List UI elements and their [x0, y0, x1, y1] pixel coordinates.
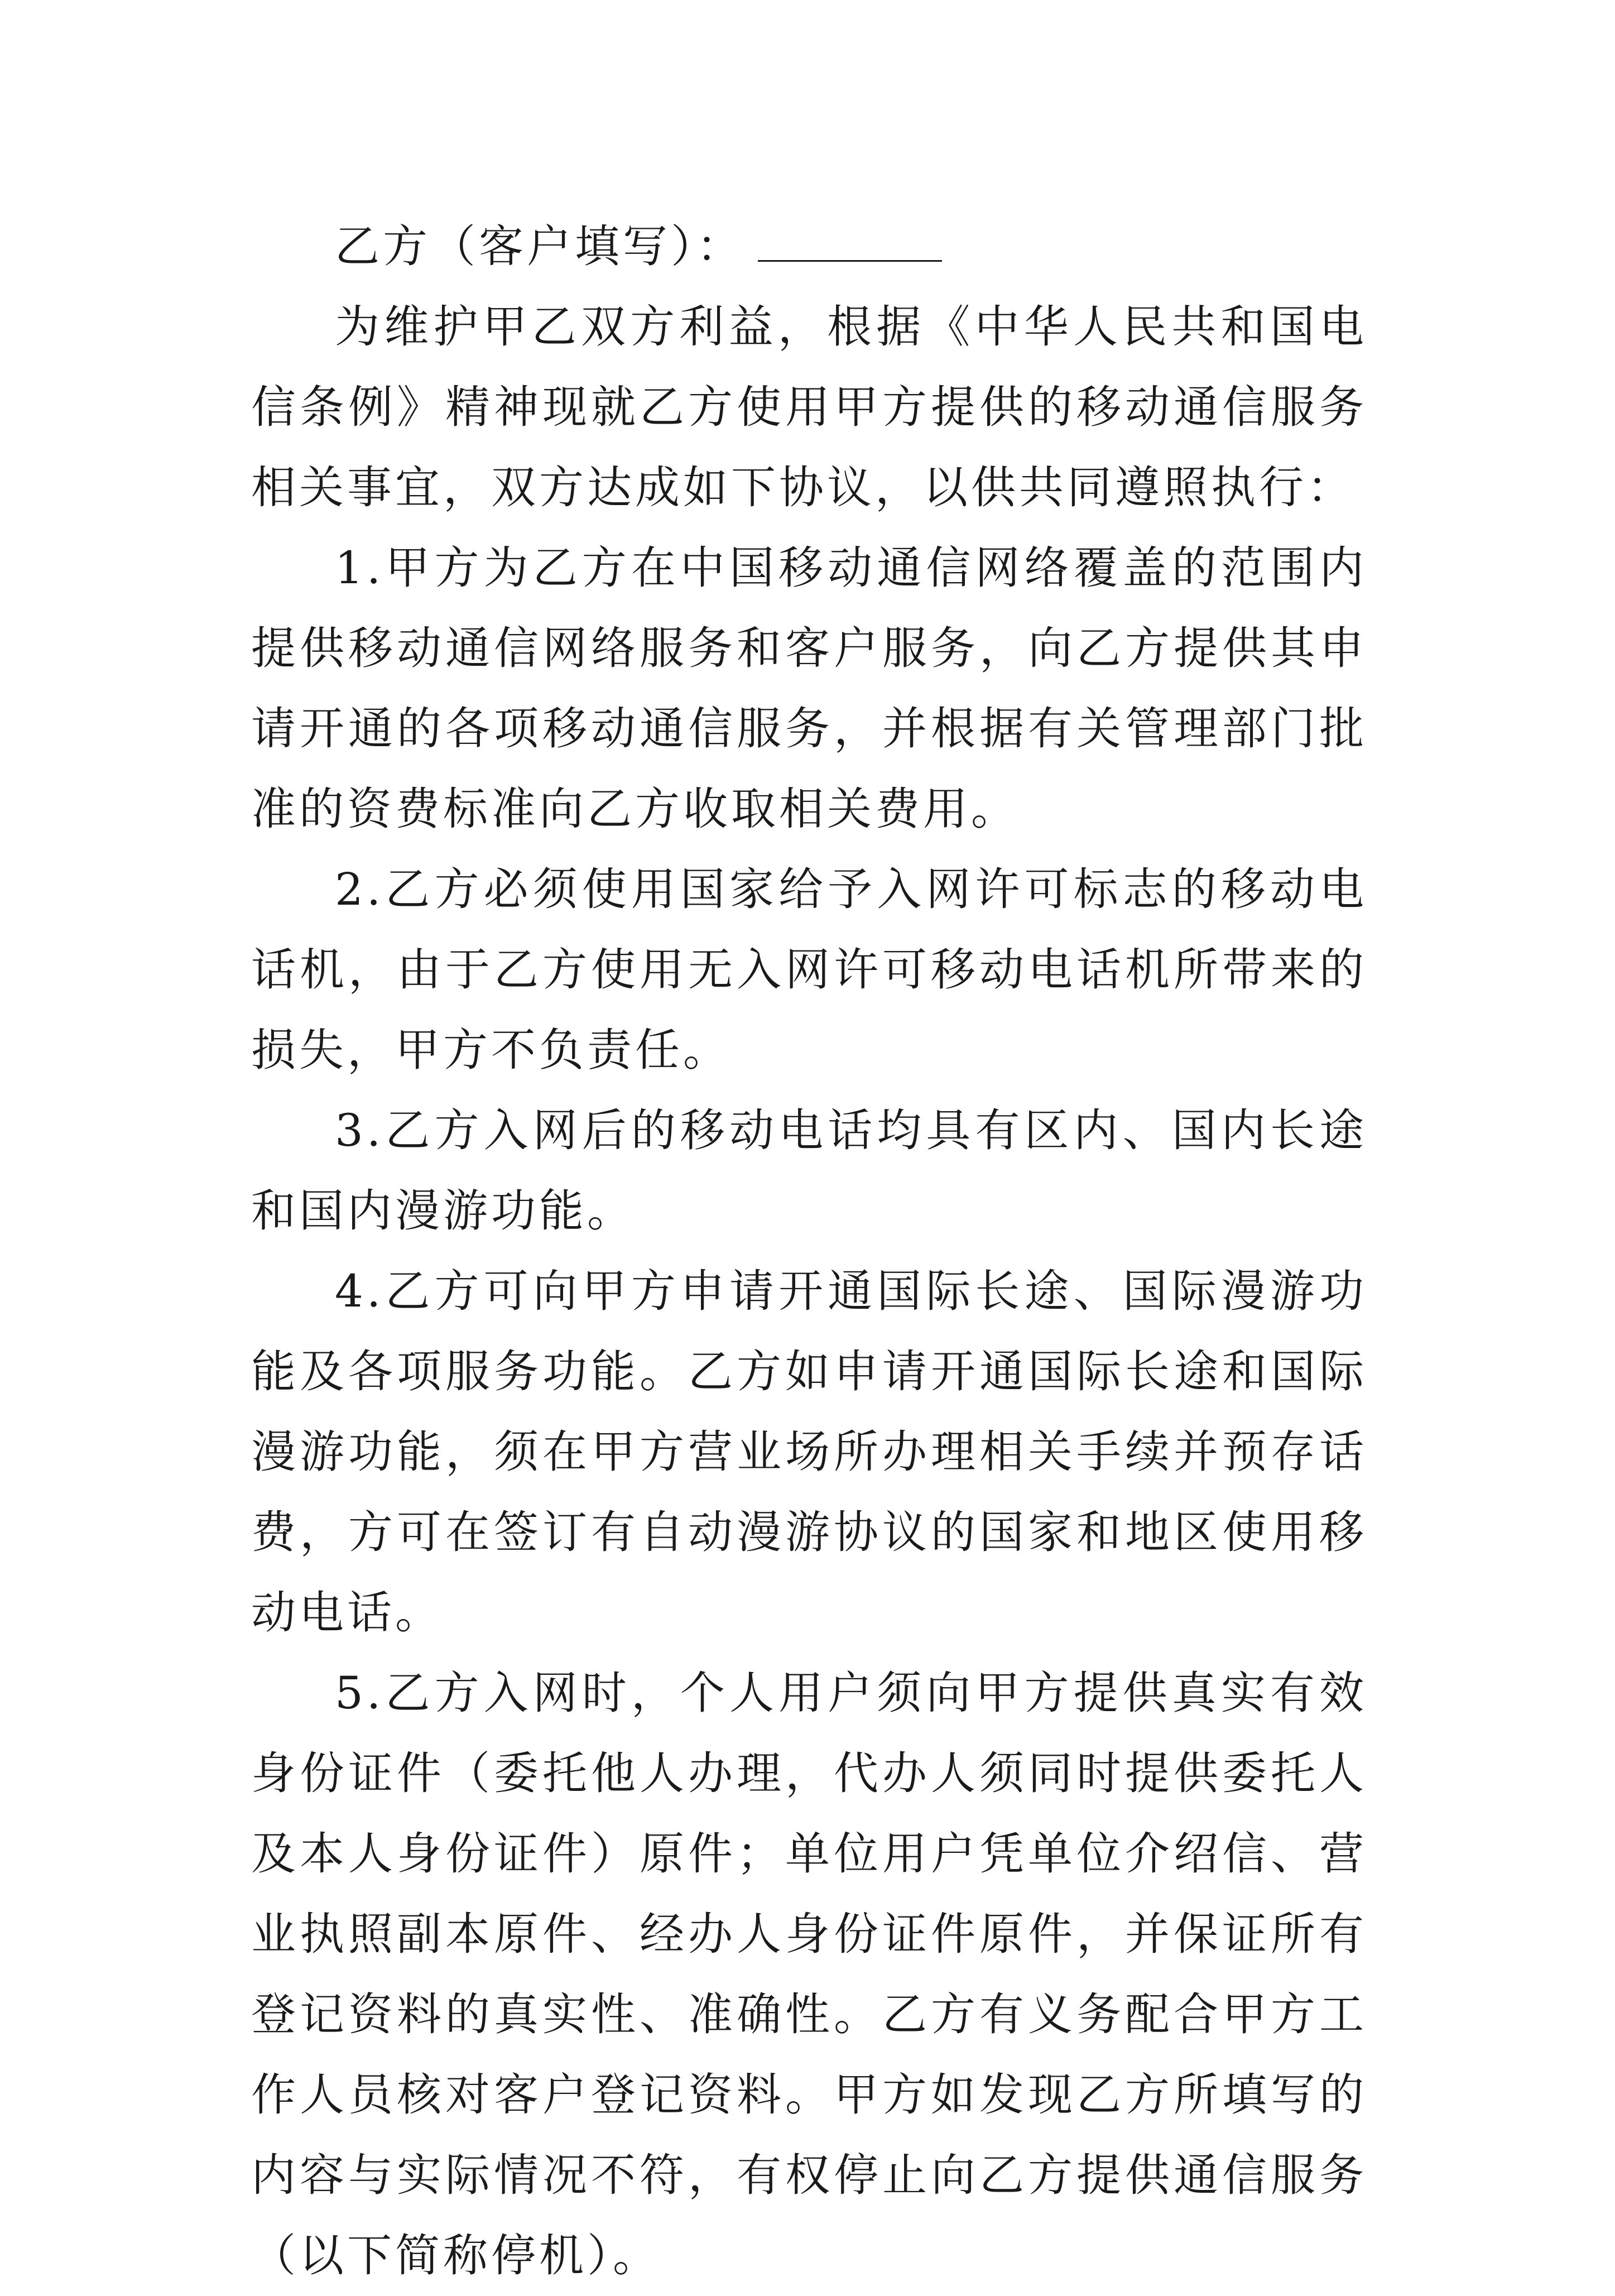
- clause-5: 5.乙方入网时，个人用户须向甲方提供真实有效身份证件（委托他人办理，代办人须同时提供委托人及本人身份证件）原件；单位用户凭单位介绍信、营业执照副本原件、经办人身份证件原件，并保证所有登记资料的真实性、准确性。乙方有义务配合甲方工作人员核对客户登记资料。甲方如发现乙方所填写的内容与实际情况不符，有权停止向乙方提供通信服务（以下简称停机）。: [251, 1667, 1367, 2281]
- intro-paragraph: 为维护甲乙双方利益，根据《中华人民共和国电信条例》精神现就乙方使用甲方提供的移动通信服务相关事宜，双方达成如下协议，以供共同遵照执行：: [251, 301, 1367, 513]
- party-b-line: [251, 206, 1367, 287]
- document-page: [251, 206, 1367, 2296]
- clause-3: 3.乙方入网后的移动电话均具有区内、国内长途和国内漫游功能。: [251, 1104, 1367, 1237]
- party-b-label: 乙方（客户填写）：: [335, 220, 744, 272]
- party-b-blank-field[interactable]: [758, 210, 942, 262]
- clause-1: 1.甲方为乙方在中国移动通信网络覆盖的范围内提供移动通信网络服务和客户服务，向乙方提供其申请开通的各项移动通信服务，并根据有关管理部门批准的资费标准向乙方收取相关费用。: [251, 542, 1367, 835]
- clause-4: 4.乙方可向甲方申请开通国际长途、国际漫游功能及各项服务功能。乙方如申请开通国际长途和国际漫游功能，须在甲方营业场所办理相关手续并预存话费，方可在签订有自动漫游协议的国家和地区使用移动电话。: [251, 1265, 1367, 1639]
- clause-2: 2.乙方必须使用国家给予入网许可标志的移动电话机，由于乙方使用无入网许可移动电话机所带来的损失，甲方不负责任。: [251, 863, 1367, 1076]
